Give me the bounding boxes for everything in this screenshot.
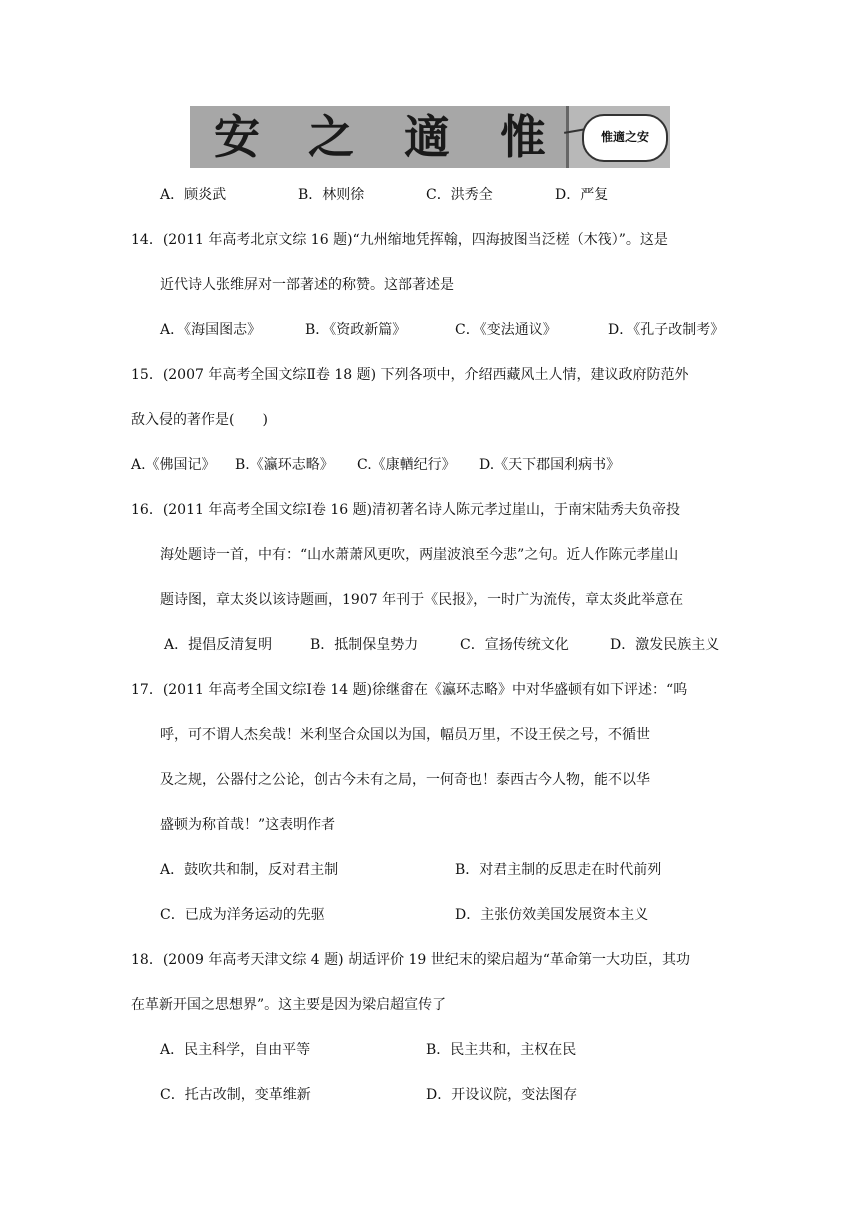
- q14-option-c: C．《变法通议》: [455, 322, 557, 338]
- q15-option-d: D.《天下郡国利病书》: [479, 457, 621, 473]
- q18-option-a: A．民主科学，自由平等: [160, 1042, 311, 1058]
- q17-option-a: A．鼓吹共和制，反对君主制: [160, 862, 339, 878]
- q16-stem-line-1: 16．(2011 年高考全国文综Ⅰ卷 16 题)清初著名诗人陈元孝过崖山，于南宋陆秀夫负帝投: [131, 502, 681, 518]
- q15-stem-line-1: 15．(2007 年高考全国文综Ⅱ卷 18 题) 下列各项中，介绍西藏风土人情，建议政府防范外: [131, 367, 689, 383]
- q13-option-a: A．顾炎武: [160, 187, 227, 203]
- q18-option-c: C．托古改制，变革维新: [160, 1087, 311, 1103]
- q18-stem-line-2: 在革新开国之思想界”。这主要是因为梁启超宣传了: [131, 997, 447, 1013]
- q14-stem-line-1: 14．(2011 年高考北京文综 16 题)“九州缩地凭挥翰，四海披图当泛槎（木筏）”。这是: [131, 232, 668, 248]
- q13-option-c: C．洪秀全: [426, 187, 493, 203]
- inscription-char-1: 安: [214, 110, 260, 164]
- inscription-image: [190, 106, 670, 168]
- q16-option-c: C．宣扬传统文化: [460, 637, 569, 653]
- q17-stem-line-4: 盛顿为称首哉！”这表明作者: [160, 817, 336, 833]
- q15-option-a: A.《佛国记》: [131, 457, 216, 473]
- q15-option-c: C.《康輶纪行》: [357, 457, 456, 473]
- q17-stem-line-3: 及之规，公器付之公论，创古今未有之局，一何奇也！泰西古今人物，能不以华: [160, 772, 650, 788]
- callout-bubble: [582, 114, 668, 162]
- q16-stem-line-2: 海处题诗一首，中有：“山水萧萧风更吹，两崖波浪至今悲”之句。近人作陈元孝崖山: [160, 547, 679, 563]
- q18-option-b: B．民主共和，主权在民: [426, 1042, 577, 1058]
- q16-option-b: B．抵制保皇势力: [310, 637, 419, 653]
- inscription-char-3: 適: [404, 110, 450, 164]
- q14-option-a: A．《海国图志》: [160, 322, 262, 338]
- q17-option-c: C．已成为洋务运动的先驱: [160, 907, 325, 923]
- q17-option-b: B．对君主制的反思走在时代前列: [455, 862, 662, 878]
- q17-option-d: D．主张仿效美国发展资本主义: [455, 907, 649, 923]
- q14-option-d: D．《孔子改制考》: [608, 322, 725, 338]
- q13-option-d: D．严复: [555, 187, 609, 203]
- q13-option-b: B．林则徐: [298, 187, 365, 203]
- q17-stem-line-2: 呼，可不谓人杰矣哉！米利坚合众国以为国，幅员万里，不设王侯之号，不循世: [160, 727, 650, 743]
- inscription-char-2: 之: [308, 110, 354, 164]
- q16-option-d: D．激发民族主义: [610, 637, 720, 653]
- q14-stem-line-2: 近代诗人张维屏对一部著述的称赞。这部著述是: [160, 277, 454, 293]
- q16-option-a: A．提倡反清复明: [164, 637, 273, 653]
- q17-stem-line-1: 17．(2011 年高考全国文综Ⅰ卷 14 题)徐继畬在《瀛环志略》中对华盛顿有如下评述：“呜: [131, 682, 688, 698]
- q14-option-b: B．《资政新篇》: [305, 322, 407, 338]
- inscription-char-4: 惟: [500, 110, 546, 164]
- q15-option-b: B.《瀛环志略》: [235, 457, 334, 473]
- q16-stem-line-3: 题诗图，章太炎以该诗题画，1907 年刊于《民报》，一时广为流传，章太炎此举意在: [160, 592, 684, 608]
- q15-stem-line-2: 敌入侵的著作是( ): [131, 412, 268, 428]
- q18-stem-line-1: 18．(2009 年高考天津文综 4 题) 胡适评价 19 世纪末的梁启超为“革命第一大功臣，其功: [131, 952, 690, 968]
- callout-text: 惟適之安: [600, 130, 649, 144]
- q18-option-d: D．开设议院，变法图存: [426, 1087, 578, 1103]
